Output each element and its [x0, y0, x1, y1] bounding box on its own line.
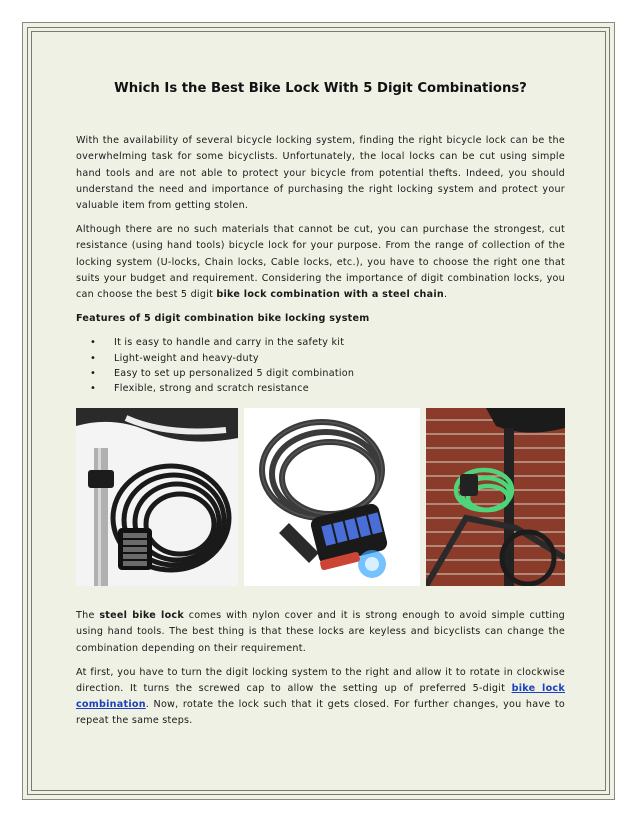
features-heading: Features of 5 digit combination bike locking system: [76, 313, 370, 325]
instructions-paragraph: [76, 665, 565, 730]
steel-lock-paragraph-bold: steel bike lock: [99, 610, 185, 622]
bike-lock-combination-link[interactable]: bike lock combination: [76, 683, 565, 711]
article-title: Which Is the Best Bike Lock With 5 Digit Combinations?: [114, 81, 527, 96]
instructions-paragraph-text: At first, you have to turn the digit locking system to the right and allow it to rotate in clockwise direction. It turns the screwed cap to allow the setting up of preferred 5-digit: [76, 666, 565, 695]
materials-paragraph-text: Although there are no such materials that cannot be cut, you can purchase the strongest, cut resistance (using hand tools) bicycle lock for your purpose. From the range of collection of the locking system (U-locks, Chain locks, Cable locks, etc.), you have to choose the right one that suits your budget and requirement. Considering the importance of digit combination locks, you can choose the best 5 digit: [76, 224, 565, 301]
green-lock-brick-wall-image: [426, 408, 565, 586]
product-images: [76, 408, 565, 586]
feature-item: • It is easy to handle and carry in the safety kit: [114, 335, 565, 350]
blue-digit-cable-lock-image: [244, 408, 420, 586]
instructions-paragraph-end: . Now, rotate the lock such that it gets closed. For further changes, you have to repeat the same steps.: [76, 699, 565, 727]
feature-item: • Light-weight and heavy-duty: [114, 351, 565, 366]
steel-lock-paragraph-text: comes with nylon cover and it is strong enough to avoid simple cutting using hand tools. The best thing is that these locks are keyless and bicyclists can change the combination depending on their requirement.: [76, 610, 565, 654]
feature-item: • Flexible, strong and scratch resistance: [114, 381, 565, 396]
article-content: [76, 81, 565, 738]
features-list: [76, 335, 565, 396]
materials-paragraph-end: .: [443, 289, 448, 301]
intro-paragraph: With the availability of several bicycle locking system, finding the right bicycle lock can be the overwhelming task for some bicyclists. Unfortunately, the local locks can be cut using simple hand tools and are not able to protect your bicycle from potential thefts. Indeed, you should understand the need and importance of purchasing the right locking system and protect your valuable item from getting stolen.: [76, 135, 565, 212]
coiled-lock-on-seatpost-image: [76, 408, 238, 586]
document-page: [22, 22, 615, 800]
steel-lock-paragraph: [76, 608, 565, 657]
feature-item: • Easy to set up personalized 5 digit combination: [114, 366, 565, 381]
steel-lock-paragraph-start: The: [76, 610, 100, 622]
materials-paragraph: [76, 222, 565, 303]
materials-paragraph-bold: bike lock combination with a steel chain: [216, 289, 444, 301]
